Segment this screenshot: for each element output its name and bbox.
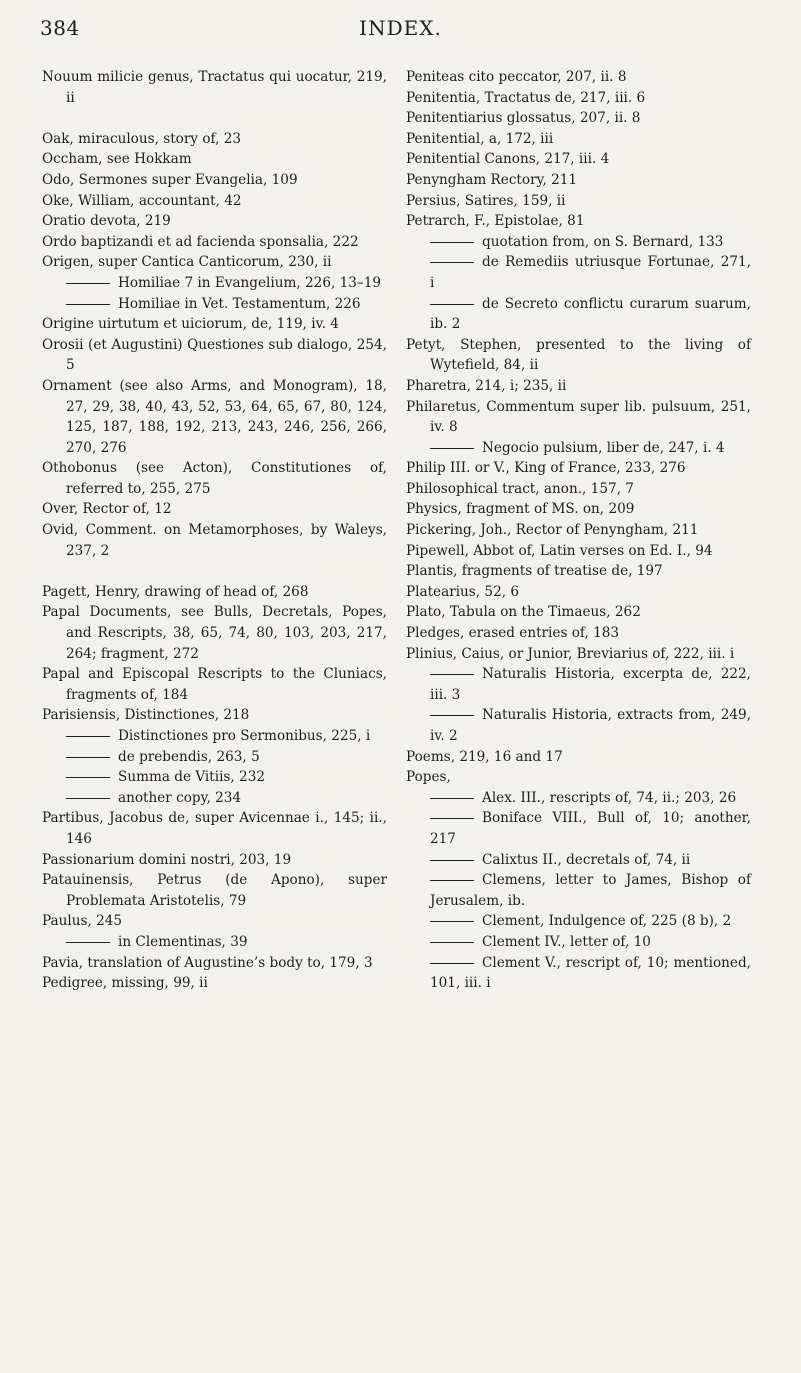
- ditto-dash: [430, 715, 474, 716]
- index-entry: [406, 191, 751, 212]
- index-subentry: [406, 705, 751, 746]
- entry-text: Parisiensis, Distinctiones, 218: [42, 707, 250, 724]
- index-subentry: [406, 664, 751, 705]
- index-subentry: [42, 747, 387, 768]
- ditto-dash: [430, 860, 474, 861]
- index-entry: [406, 170, 751, 191]
- entry-text: Paulus, 245: [42, 913, 123, 930]
- index-entry: [406, 376, 751, 397]
- entry-text: Pagett, Henry, drawing of head of, 268: [42, 583, 309, 600]
- index-entry: [42, 335, 387, 376]
- index-entry: [42, 808, 387, 849]
- index-entry: [406, 767, 751, 788]
- entry-text: Penitential, a, 172, iii: [406, 130, 554, 147]
- section-gap: [42, 561, 387, 582]
- section-gap: [42, 108, 387, 129]
- index-subentry: [406, 870, 751, 911]
- entry-text: Pharetra, 214, i; 235, ii: [406, 377, 567, 394]
- entry-text: Nouum milicie genus, Tractatus qui uocatur, 219, ii: [42, 69, 387, 106]
- index-entry: [42, 705, 387, 726]
- entry-text: Odo, Sermones super Evangelia, 109: [42, 171, 298, 188]
- ditto-dash: [66, 777, 110, 778]
- entry-text: Naturalis Historia, extracts from, 249, iv. 2: [430, 707, 751, 744]
- entry-text: in Clementinas, 39: [118, 933, 248, 950]
- index-entry: [42, 191, 387, 212]
- entry-text: Ordo baptizandi et ad facienda sponsalia, 222: [42, 233, 359, 250]
- entry-text: Boniface VIII., Bull of, 10; another, 217: [430, 810, 751, 847]
- index-subentry: [406, 850, 751, 871]
- index-entry: [406, 458, 751, 479]
- index-entry: [42, 520, 387, 561]
- entry-text: Origine uirtutum et uiciorum, de, 119, iv. 4: [42, 316, 339, 333]
- entry-text: Calixtus II., decretals of, 74, ii: [482, 851, 691, 868]
- entry-text: Pickering, Joh., Rector of Penyngham, 211: [406, 522, 699, 539]
- ditto-dash: [430, 448, 474, 449]
- index-subentry: [42, 767, 387, 788]
- index-subentry: [406, 953, 751, 994]
- index-entry: [42, 376, 387, 458]
- index-entry: [42, 870, 387, 911]
- entry-text: another copy, 234: [118, 789, 242, 806]
- index-subentry: [406, 294, 751, 335]
- entry-text: Clemens, letter to James, Bishop of Jerusalem, ib.: [430, 872, 751, 909]
- index-entry: [42, 953, 387, 974]
- index-entry: [42, 252, 387, 273]
- entry-text: Othobonus (see Acton), Constitutiones of, referred to, 255, 275: [42, 460, 387, 497]
- index-entry: [42, 582, 387, 603]
- ditto-dash: [66, 757, 110, 758]
- entry-text: Clement V., rescript of, 10; mentioned, 101, iii. i: [430, 954, 751, 992]
- ditto-dash: [430, 818, 474, 819]
- ditto-dash: [430, 674, 474, 675]
- page-number: 384: [40, 16, 80, 40]
- entry-text: Petyt, Stephen, presented to the living of Wytefield, 84, ii: [406, 336, 751, 374]
- index-entry: [406, 88, 751, 109]
- entry-text: Persius, Satires, 159, ii: [406, 192, 566, 209]
- entry-text: Pavia, translation of Augustine’s body to, 179, 3: [42, 954, 373, 971]
- index-subentry: [42, 788, 387, 809]
- entry-text: Plato, Tabula on the Timaeus, 262: [406, 604, 641, 621]
- index-subentry: [42, 273, 387, 294]
- index-subentry: [42, 932, 387, 953]
- entry-text: Homiliae in Vet. Testamentum, 226: [118, 295, 361, 312]
- entry-text: Penyngham Rectory, 211: [406, 171, 578, 188]
- index-subentry: [406, 932, 751, 953]
- index-entry: [42, 314, 387, 335]
- index-entry: [42, 973, 387, 994]
- entry-text: de Remediis utriusque Fortunae, 271, i: [430, 254, 751, 291]
- entry-text: Over, Rector of, 12: [42, 501, 172, 518]
- entry-text: Passionarium domini nostri, 203, 19: [42, 851, 292, 868]
- ditto-dash: [430, 880, 474, 881]
- index-entry: [406, 520, 751, 541]
- index-entry: [406, 67, 751, 88]
- ditto-dash: [430, 921, 474, 922]
- index-entry: [406, 499, 751, 520]
- entry-text: Plinius, Caius, or Junior, Breviarius of, 222, iii. i: [406, 645, 735, 662]
- entry-text: Pledges, erased entries of, 183: [406, 625, 620, 642]
- entry-text: Papal and Episcopal Rescripts to the Cluniacs, fragments of, 184: [42, 666, 387, 703]
- ditto-dash: [430, 242, 474, 243]
- ditto-dash: [66, 736, 110, 737]
- entry-text: Philosophical tract, anon., 157, 7: [406, 480, 634, 497]
- entry-text: Petrarch, F., Epistolae, 81: [406, 213, 585, 230]
- index-entry: [42, 67, 387, 108]
- index-subentry: [42, 294, 387, 315]
- ditto-dash: [430, 798, 474, 799]
- entry-text: Alex. III., rescripts of, 74, ii.; 203, 26: [482, 789, 737, 806]
- index-entry: [406, 623, 751, 644]
- entry-text: Physics, fragment of MS. on, 209: [406, 501, 635, 518]
- entry-text: Negocio pulsium, liber de, 247, i. 4: [482, 439, 725, 456]
- ditto-dash: [430, 262, 474, 263]
- index-entry: [42, 664, 387, 705]
- entry-text: Penitential Canons, 217, iii. 4: [406, 151, 610, 168]
- index-entry: [406, 541, 751, 562]
- entry-text: Papal Documents, see Bulls, Decretals, Popes, and Rescripts, 38, 65, 74, 80, 103, 203, 217, 264; fragment, 272: [42, 604, 387, 662]
- entry-text: Clement, Indulgence of, 225 (8 b), 2: [482, 913, 732, 930]
- entry-text: Popes,: [406, 769, 451, 786]
- index-entry: [406, 561, 751, 582]
- index-subentry: [406, 788, 751, 809]
- entry-text: Oke, William, accountant, 42: [42, 192, 242, 209]
- index-entry: [406, 211, 751, 232]
- index-entry: [406, 582, 751, 603]
- index-entry: [42, 211, 387, 232]
- index-column-right: [406, 67, 751, 994]
- index-subentry: [406, 438, 751, 459]
- entry-text: Poems, 219, 16 and 17: [406, 748, 563, 765]
- index-entry: [42, 850, 387, 871]
- index-column-left: [42, 67, 387, 994]
- entry-text: de Secreto conflictu curarum suarum, ib. 2: [430, 295, 751, 333]
- index-subentry: [406, 808, 751, 849]
- index-entry: [42, 911, 387, 932]
- entry-text: Clement IV., letter of, 10: [482, 933, 651, 950]
- entry-text: Distinctiones pro Sermonibus, 225, i: [118, 728, 371, 744]
- index-entry: [42, 232, 387, 253]
- entry-text: Homiliae 7 in Evangelium, 226, 13–19: [118, 274, 382, 291]
- entry-text: Origen, super Cantica Canticorum, 230, ii: [42, 254, 332, 271]
- ditto-dash: [66, 283, 110, 284]
- ditto-dash: [66, 942, 110, 943]
- entry-text: Oratio devota, 219: [42, 213, 171, 230]
- index-entry: [406, 335, 751, 376]
- index-entry: [42, 170, 387, 191]
- index-entry: [42, 149, 387, 170]
- entry-text: Platearius, 52, 6: [406, 583, 520, 600]
- entry-text: Patauinensis, Petrus (de Apono), super Problemata Aristotelis, 79: [42, 872, 387, 909]
- entry-text: Philip III. or V., King of France, 233, 276: [406, 460, 686, 477]
- index-entry: [406, 149, 751, 170]
- index-subentry: [406, 252, 751, 293]
- entry-text: Penitentiarius glossatus, 207, ii. 8: [406, 110, 641, 127]
- entry-text: Penitentia, Tractatus de, 217, iii. 6: [406, 89, 646, 106]
- entry-text: Plantis, fragments of treatise de, 197: [406, 563, 663, 580]
- entry-text: Naturalis Historia, excerpta de, 222, iii. 3: [430, 666, 751, 703]
- entry-text: Ovid, Comment. on Metamorphoses, by Waleys, 237, 2: [42, 522, 387, 559]
- index-entry: [406, 108, 751, 129]
- entry-text: Partibus, Jacobus de, super Avicennae i., 145; ii., 146: [42, 810, 387, 847]
- entry-text: Pedigree, missing, 99, ii: [42, 975, 208, 992]
- ditto-dash: [66, 304, 110, 305]
- index-entry: [406, 747, 751, 768]
- entry-text: Orosii (et Augustini) Questiones sub dialogo, 254, 5: [42, 336, 387, 374]
- index-subentry: [406, 911, 751, 932]
- entry-text: Ornament (see also Arms, and Monogram), 18, 27, 29, 38, 40, 43, 52, 53, 64, 65, 67, 80, 124, 125, 187, 188, 192, 213, 243, 246, 256, 266, 270, 276: [42, 377, 387, 456]
- entry-text: Occham, see Hokkam: [42, 151, 192, 168]
- entry-text: Peniteas cito peccator, 207, ii. 8: [406, 69, 627, 85]
- index-entry: [42, 129, 387, 150]
- entry-text: Philaretus, Commentum super lib. pulsuum, 251, iv. 8: [406, 398, 751, 436]
- index-entry: [406, 397, 751, 438]
- running-title: INDEX.: [359, 16, 442, 40]
- page-header: [0, 0, 801, 40]
- index-entry: [406, 479, 751, 500]
- entry-text: Pipewell, Abbot of, Latin verses on Ed. I., 94: [406, 542, 713, 559]
- index-subentry: [406, 232, 751, 253]
- ditto-dash: [430, 963, 474, 964]
- index-entry: [42, 458, 387, 499]
- ditto-dash: [66, 798, 110, 799]
- index-entry: [406, 129, 751, 150]
- entry-text: quotation from, on S. Bernard, 133: [482, 233, 724, 250]
- entry-text: Oak, miraculous, story of, 23: [42, 130, 242, 147]
- index-entry: [406, 644, 751, 665]
- entry-text: Summa de Vitiis, 232: [118, 769, 265, 786]
- entry-text: de prebendis, 263, 5: [118, 748, 260, 765]
- index-entry: [406, 602, 751, 623]
- index-entry: [42, 499, 387, 520]
- ditto-dash: [430, 942, 474, 943]
- index-entry: [42, 602, 387, 664]
- ditto-dash: [430, 304, 474, 305]
- index-subentry: [42, 726, 387, 747]
